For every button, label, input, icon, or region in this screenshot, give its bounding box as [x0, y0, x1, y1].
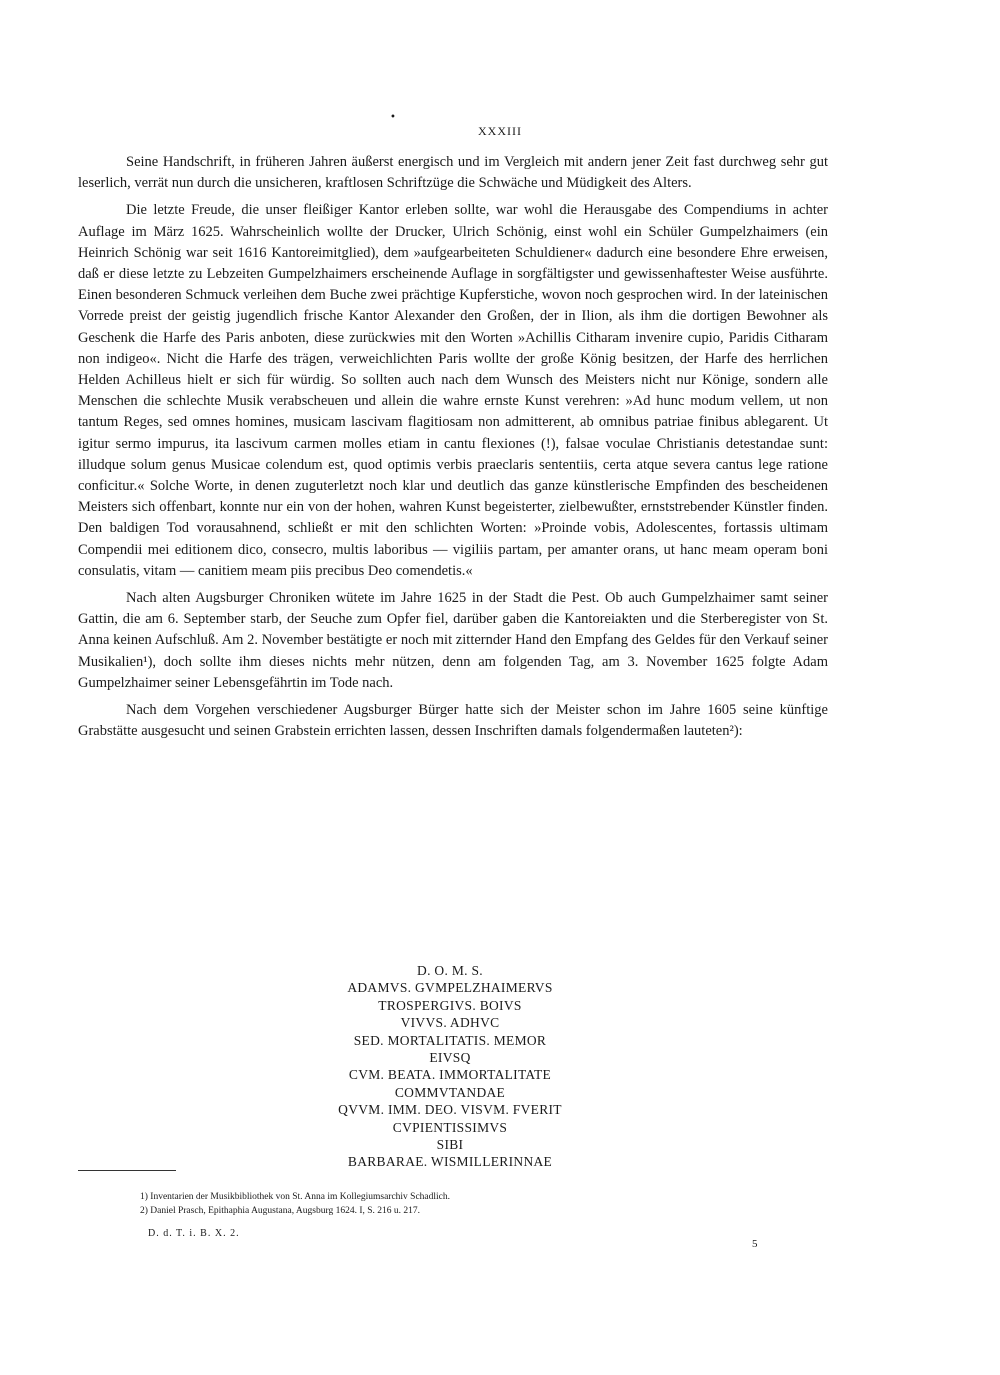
print-mark: •	[390, 112, 396, 123]
paragraph-2: Die letzte Freude, die unser fleißiger Kantor erleben sollte, war wohl die Herausgabe des Compendiums in achter Auflage im März 1625. Wahrscheinlich wollte der Drucker, Ulrich Schönig, einst wohl ein Schüler Gumpelzhaimers (ein Heinrich Schönig war seit 1616 Kantoreimitglied), dem »aufgearbeiteten Schuldiener« dadurch eine besondere Ehre erweisen, daß er diese letzte zu Lebzeiten Gumpelzhaimers erscheinende Auflage in sorgfältigster und gewissenhaftester Weise ausführte. Einen besonderen Schmuck verleihen dem Buche zwei prächtige Kupferstiche, wovon noch gesprochen wird. In der lateinischen Vorrede preist der geistig jugendlich frische Kantor Alexander den Großen, der in Ilion, als ihm die dortigen Bewohner als Geschenk die Harfe des Paris anboten, diese zurückwies mit den Worten »Achillis Citharam invenire cupio, Paridis Citharam non indigeo«. Nicht die Harfe des trägen, verweichlichten Paris wollte der große König besitzen, der Harfe des herrlichen Helden Achilleus hielt er sich für würdig. So sollten auch nach dem Wunsch des Meisters nicht nur Könige, sondern alle Menschen die schlechte Musik verabscheuen und allein die wahre ernste Kunst verehren: »Ad hunc modum vellem, ut non tantum Reges, sed omnes homines, musicam lascivam flagitiosam non admitterent, ab omnibus patriae finibus ablegarent. Ut igitur sermo impurus, ita lascivum carmen molles etiam in cantu flexiones (!), falsae voculae Christianis detestandae sunt: illudque solum genus Musicae colendum est, quod optimis verbis praeclaris sententiis, certa atque severa cantus lege ratione conficitur.« Solche Worte, in denen zuguterletzt noch klar und deutlich das ganze künstlerische Empfinden des bescheidenen Meisters sich offenbart, konnte nur ein von der hohen, wahren Kunst begeisterter, zielbewußter, ernststrebender Künstler finden. Den baldigen Tod vorausahnend, schließt er mit den schlichten Worten: »Proinde vobis, Adolescentes, fortassis ultimam Compendii mei editionem dico, consecro, multis laboribus — vigiliis partam, per amanter orans, ut hanc meam operam boni consulatis, vitam — canitiem meam piis precibus Deo comendetis.«	[78, 202, 828, 579]
inscription-line: SED. MORTALITATIS. MEMOR	[353, 1032, 547, 1048]
inscription-line: BARBARAE. WISMILLERINNAE	[347, 1154, 553, 1170]
footnotes	[140, 1190, 450, 1218]
inscription-line: D. O. M. S.	[417, 963, 483, 978]
footnote-divider	[78, 1170, 176, 1171]
footnote-1: 1) Inventarien der Musikbibliothek von St. Anna im Kollegiumsarchiv Schadlich.	[140, 1192, 451, 1202]
page-number-bottom: 5	[752, 1238, 758, 1250]
series-signature: D. d. T. i. B. X. 2.	[148, 1228, 240, 1239]
paragraph-4: Nach dem Vorgehen verschiedener Augsburger Bürger hatte sich der Meister schon im Jahre 1605 seine künftige Grabstätte ausgesucht und seinen Grabstein errichten lassen, dessen Inschriften damals folgendermaßen lauteten²):	[78, 702, 828, 740]
inscription-line: CVPIENTISSIMVS	[392, 1119, 508, 1135]
inscription-line: ADAMVS. GVMPELZHAIMERVS	[347, 980, 553, 996]
paragraph-1: Seine Handschrift, in früheren Jahren äußerst energisch und im Vergleich mit andern jener Zeit fast durchweg sehr gut leserlich, verrät nun durch die unsicheren, kraftlosen Schriftzüge die Schwäche und Müdigkeit des Alters.	[78, 154, 828, 192]
gravestone-inscription	[250, 962, 650, 1171]
page-number-top: XXXIII	[478, 124, 522, 138]
inscription-line: SIBI	[436, 1137, 464, 1153]
inscription-line: TROSPERGIVS. BOIVS	[378, 997, 522, 1013]
footnote-2: 2) Daniel Prasch, Epithaphia Augustana, Augsburg 1624. I, S. 216 u. 217.	[140, 1206, 421, 1216]
body-text	[78, 152, 828, 748]
inscription-line: QVVM. IMM. DEO. VISVM. FVERIT	[338, 1102, 562, 1118]
inscription-line: VIVVS. ADHVC	[400, 1015, 500, 1031]
paragraph-3: Nach alten Augsburger Chroniken wütete im Jahre 1625 in der Stadt die Pest. Ob auch Gumpelzhaimer samt seiner Gattin, die am 6. September starb, der Seuche zum Opfer fiel, darüber gaben die Kantoreiakten und die Sterberegister von St. Anna keinen Aufschluß. Am 2. November bestätigte er noch mit zitternder Hand den Empfang des Geldes für den Verkauf seiner Musikalien¹), doch sollte ihm dieses nichts mehr nützen, denn am folgenden Tag, am 3. November 1625 folgte Adam Gumpelzhaimer seiner Lebensgefährtin im Tode nach.	[78, 590, 828, 691]
inscription-line: COMMVTANDAE	[394, 1084, 506, 1100]
inscription-line: CVM. BEATA. IMMORTALITATE	[348, 1067, 552, 1083]
inscription-line: EIVSQ	[429, 1050, 471, 1066]
